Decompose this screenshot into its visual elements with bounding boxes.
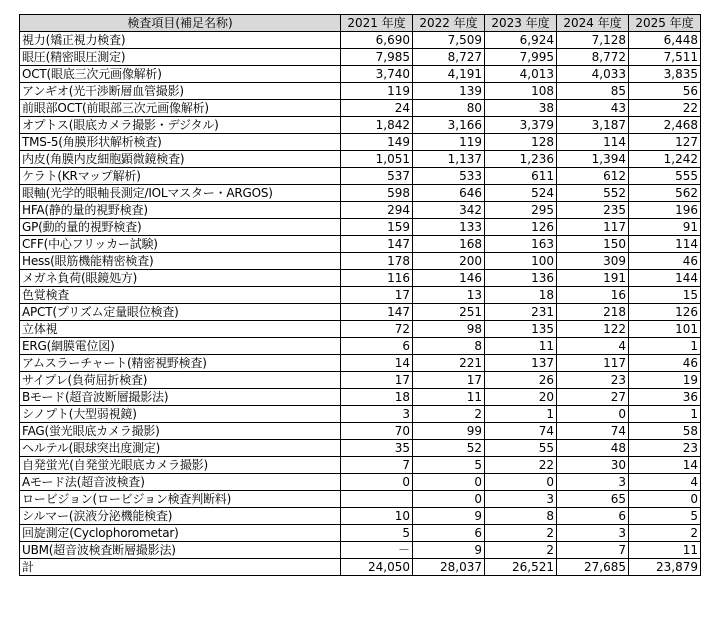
count-cell-2021: 17 (341, 287, 413, 304)
count-cell-2021: － (341, 542, 413, 559)
exam-item-cell: ケラト(KRマップ解析) (20, 168, 341, 185)
count-cell-2021: 159 (341, 219, 413, 236)
table-row (20, 389, 701, 406)
count-cell-2022: 139 (413, 83, 485, 100)
table-row (20, 406, 701, 423)
count-cell-2025: 23,879 (629, 559, 701, 576)
count-cell-2022: 251 (413, 304, 485, 321)
count-cell-2022: 80 (413, 100, 485, 117)
count-cell-2023: 295 (485, 202, 557, 219)
exam-item-cell: CFF(中心フリッカー試験) (20, 236, 341, 253)
exam-item-cell: 回旋測定(Cyclophorometar) (20, 525, 341, 542)
count-cell-2022: 0 (413, 474, 485, 491)
count-cell-2021: 147 (341, 304, 413, 321)
table-row (20, 491, 701, 508)
table-row (20, 338, 701, 355)
count-cell-2023: 18 (485, 287, 557, 304)
count-cell-2023: 55 (485, 440, 557, 457)
exam-item-cell: OCT(眼底三次元画像解析) (20, 66, 341, 83)
count-cell-2022: 119 (413, 134, 485, 151)
count-cell-2023: 135 (485, 321, 557, 338)
table-row (20, 151, 701, 168)
count-cell-2023: 128 (485, 134, 557, 151)
count-cell-2022: 5 (413, 457, 485, 474)
count-cell-2022: 98 (413, 321, 485, 338)
count-cell-2022: 8 (413, 338, 485, 355)
count-cell-2025: 46 (629, 253, 701, 270)
exam-item-cell: GP(動的量的視野検査) (20, 219, 341, 236)
count-cell-2024: 16 (557, 287, 629, 304)
table-row (20, 440, 701, 457)
count-cell-2021: 10 (341, 508, 413, 525)
count-cell-2024: 3 (557, 525, 629, 542)
exam-item-cell: アンギオ(光干渉断層血管撮影) (20, 83, 341, 100)
count-cell-2024: 8,772 (557, 49, 629, 66)
count-cell-2023: 611 (485, 168, 557, 185)
count-cell-2025: 562 (629, 185, 701, 202)
count-cell-2025: 144 (629, 270, 701, 287)
count-cell-2022: 9 (413, 542, 485, 559)
count-cell-2021: 147 (341, 236, 413, 253)
count-cell-2025: 11 (629, 542, 701, 559)
count-cell-2024: 23 (557, 372, 629, 389)
table-row (20, 270, 701, 287)
count-cell-2024: 218 (557, 304, 629, 321)
count-cell-2022: 3,166 (413, 117, 485, 134)
exam-item-cell: 前眼部OCT(前眼部三次元画像解析) (20, 100, 341, 117)
count-cell-2022: 13 (413, 287, 485, 304)
count-cell-2021: 18 (341, 389, 413, 406)
count-cell-2024: 27,685 (557, 559, 629, 576)
count-cell-2025: 2,468 (629, 117, 701, 134)
header-2024: 2024 年度 (557, 15, 629, 32)
count-cell-2025: 22 (629, 100, 701, 117)
count-cell-2024: 0 (557, 406, 629, 423)
exam-item-cell: HFA(静的量的視野検査) (20, 202, 341, 219)
exam-statistics-table (19, 14, 701, 576)
exam-item-cell: 内皮(角膜内皮細胞顕微鏡検査) (20, 151, 341, 168)
count-cell-2023: 20 (485, 389, 557, 406)
count-cell-2025: 36 (629, 389, 701, 406)
count-cell-2023: 6,924 (485, 32, 557, 49)
count-cell-2022: 200 (413, 253, 485, 270)
table-row (20, 287, 701, 304)
table-row (20, 304, 701, 321)
count-cell-2024: 3 (557, 474, 629, 491)
exam-item-cell: 眼圧(精密眼圧測定) (20, 49, 341, 66)
exam-item-cell: ロービジョン(ロービジョン検査判断料) (20, 491, 341, 508)
exam-item-cell: 計 (20, 559, 341, 576)
exam-item-cell: UBM(超音波検査断層撮影法) (20, 542, 341, 559)
count-cell-2021: 35 (341, 440, 413, 457)
exam-item-cell: 眼軸(光学的眼軸長測定/IOLマスター・ARGOS) (20, 185, 341, 202)
count-cell-2022: 4,191 (413, 66, 485, 83)
count-cell-2024: 43 (557, 100, 629, 117)
count-cell-2022: 52 (413, 440, 485, 457)
table-row (20, 321, 701, 338)
count-cell-2021: 7,985 (341, 49, 413, 66)
count-cell-2024: 191 (557, 270, 629, 287)
count-cell-2024: 309 (557, 253, 629, 270)
count-cell-2024: 4,033 (557, 66, 629, 83)
count-cell-2023: 38 (485, 100, 557, 117)
count-cell-2022: 1,137 (413, 151, 485, 168)
header-item: 検査項目(補足名称) (20, 15, 341, 32)
count-cell-2022: 221 (413, 355, 485, 372)
exam-item-cell: Aモード法(超音波検査) (20, 474, 341, 491)
count-cell-2024: 552 (557, 185, 629, 202)
count-cell-2025: 1 (629, 406, 701, 423)
count-cell-2021: 6,690 (341, 32, 413, 49)
exam-item-cell: TMS-5(角膜形状解析検査) (20, 134, 341, 151)
count-cell-2023: 100 (485, 253, 557, 270)
table-row (20, 134, 701, 151)
table-row (20, 83, 701, 100)
count-cell-2021: 149 (341, 134, 413, 151)
count-cell-2024: 1,394 (557, 151, 629, 168)
exam-item-cell: ERG(網膜電位図) (20, 338, 341, 355)
count-cell-2021: 598 (341, 185, 413, 202)
count-cell-2025: 91 (629, 219, 701, 236)
count-cell-2023: 524 (485, 185, 557, 202)
exam-item-cell: Hess(眼筋機能精密検査) (20, 253, 341, 270)
count-cell-2024: 117 (557, 219, 629, 236)
count-cell-2024: 27 (557, 389, 629, 406)
count-cell-2022: 168 (413, 236, 485, 253)
count-cell-2023: 1 (485, 406, 557, 423)
table-row (20, 117, 701, 134)
count-cell-2025: 0 (629, 491, 701, 508)
count-cell-2025: 1,242 (629, 151, 701, 168)
count-cell-2021: 6 (341, 338, 413, 355)
count-cell-2023: 4,013 (485, 66, 557, 83)
count-cell-2025: 127 (629, 134, 701, 151)
table-row (20, 66, 701, 83)
count-cell-2021 (341, 491, 413, 508)
exam-item-cell: FAG(蛍光眼底カメラ撮影) (20, 423, 341, 440)
count-cell-2023: 0 (485, 474, 557, 491)
count-cell-2025: 101 (629, 321, 701, 338)
count-cell-2022: 7,509 (413, 32, 485, 49)
count-cell-2021: 5 (341, 525, 413, 542)
count-cell-2025: 56 (629, 83, 701, 100)
table-row (20, 100, 701, 117)
exam-item-cell: 立体視 (20, 321, 341, 338)
count-cell-2024: 612 (557, 168, 629, 185)
count-cell-2021: 116 (341, 270, 413, 287)
count-cell-2024: 7,128 (557, 32, 629, 49)
count-cell-2022: 28,037 (413, 559, 485, 576)
count-cell-2025: 555 (629, 168, 701, 185)
count-cell-2021: 70 (341, 423, 413, 440)
count-cell-2023: 3 (485, 491, 557, 508)
count-cell-2022: 99 (413, 423, 485, 440)
table-row (20, 474, 701, 491)
count-cell-2021: 24 (341, 100, 413, 117)
count-cell-2024: 65 (557, 491, 629, 508)
count-cell-2025: 19 (629, 372, 701, 389)
count-cell-2021: 0 (341, 474, 413, 491)
count-cell-2025: 58 (629, 423, 701, 440)
header-row (20, 15, 701, 32)
count-cell-2024: 114 (557, 134, 629, 151)
count-cell-2023: 2 (485, 542, 557, 559)
count-cell-2025: 5 (629, 508, 701, 525)
count-cell-2023: 126 (485, 219, 557, 236)
header-2023: 2023 年度 (485, 15, 557, 32)
count-cell-2025: 7,511 (629, 49, 701, 66)
table-row (20, 236, 701, 253)
count-cell-2022: 0 (413, 491, 485, 508)
count-cell-2025: 23 (629, 440, 701, 457)
count-cell-2025: 114 (629, 236, 701, 253)
total-row (20, 559, 701, 576)
count-cell-2022: 17 (413, 372, 485, 389)
count-cell-2025: 1 (629, 338, 701, 355)
count-cell-2025: 46 (629, 355, 701, 372)
exam-item-cell: 色覚検査 (20, 287, 341, 304)
count-cell-2023: 22 (485, 457, 557, 474)
count-cell-2022: 8,727 (413, 49, 485, 66)
count-cell-2021: 7 (341, 457, 413, 474)
count-cell-2023: 26 (485, 372, 557, 389)
count-cell-2024: 235 (557, 202, 629, 219)
count-cell-2025: 126 (629, 304, 701, 321)
table-body (20, 32, 701, 576)
exam-item-cell: アムスラーチャート(精密視野検査) (20, 355, 341, 372)
count-cell-2025: 4 (629, 474, 701, 491)
count-cell-2021: 178 (341, 253, 413, 270)
exam-item-cell: APCT(プリズム定量眼位検査) (20, 304, 341, 321)
exam-item-cell: 視力(矯正視力検査) (20, 32, 341, 49)
count-cell-2024: 48 (557, 440, 629, 457)
exam-item-cell: メガネ負荷(眼鏡処方) (20, 270, 341, 287)
exam-item-cell: Bモード(超音波断層撮影法) (20, 389, 341, 406)
count-cell-2021: 72 (341, 321, 413, 338)
count-cell-2024: 7 (557, 542, 629, 559)
table-row (20, 508, 701, 525)
table-row (20, 32, 701, 49)
count-cell-2023: 7,995 (485, 49, 557, 66)
exam-item-cell: 自発蛍光(自発蛍光眼底カメラ撮影) (20, 457, 341, 474)
count-cell-2023: 108 (485, 83, 557, 100)
count-cell-2021: 1,051 (341, 151, 413, 168)
header-2021: 2021 年度 (341, 15, 413, 32)
count-cell-2023: 137 (485, 355, 557, 372)
count-cell-2021: 3 (341, 406, 413, 423)
table-row (20, 355, 701, 372)
table-row (20, 253, 701, 270)
count-cell-2024: 85 (557, 83, 629, 100)
exam-item-cell: ヘルテル(眼球突出度測定) (20, 440, 341, 457)
count-cell-2023: 1,236 (485, 151, 557, 168)
count-cell-2023: 3,379 (485, 117, 557, 134)
count-cell-2025: 6,448 (629, 32, 701, 49)
count-cell-2021: 3,740 (341, 66, 413, 83)
count-cell-2023: 231 (485, 304, 557, 321)
count-cell-2022: 2 (413, 406, 485, 423)
count-cell-2022: 9 (413, 508, 485, 525)
count-cell-2021: 294 (341, 202, 413, 219)
count-cell-2022: 646 (413, 185, 485, 202)
count-cell-2022: 533 (413, 168, 485, 185)
count-cell-2025: 196 (629, 202, 701, 219)
count-cell-2022: 6 (413, 525, 485, 542)
count-cell-2023: 11 (485, 338, 557, 355)
count-cell-2023: 2 (485, 525, 557, 542)
exam-item-cell: オプトス(眼底カメラ撮影・デジタル) (20, 117, 341, 134)
table-row (20, 219, 701, 236)
count-cell-2023: 163 (485, 236, 557, 253)
count-cell-2022: 133 (413, 219, 485, 236)
count-cell-2021: 14 (341, 355, 413, 372)
count-cell-2024: 122 (557, 321, 629, 338)
count-cell-2025: 14 (629, 457, 701, 474)
table-row (20, 423, 701, 440)
table-row (20, 372, 701, 389)
count-cell-2022: 11 (413, 389, 485, 406)
table-row (20, 168, 701, 185)
count-cell-2025: 3,835 (629, 66, 701, 83)
count-cell-2022: 342 (413, 202, 485, 219)
count-cell-2024: 4 (557, 338, 629, 355)
header-2025: 2025 年度 (629, 15, 701, 32)
exam-item-cell: シルマー(涙液分泌機能検査) (20, 508, 341, 525)
exam-statistics-table-container (19, 14, 701, 576)
count-cell-2025: 2 (629, 525, 701, 542)
count-cell-2025: 15 (629, 287, 701, 304)
count-cell-2021: 17 (341, 372, 413, 389)
count-cell-2021: 119 (341, 83, 413, 100)
count-cell-2023: 136 (485, 270, 557, 287)
count-cell-2022: 146 (413, 270, 485, 287)
table-row (20, 49, 701, 66)
table-row (20, 525, 701, 542)
table-row (20, 542, 701, 559)
exam-item-cell: シノプト(大型弱視鏡) (20, 406, 341, 423)
table-row (20, 185, 701, 202)
count-cell-2024: 74 (557, 423, 629, 440)
table-row (20, 457, 701, 474)
count-cell-2024: 30 (557, 457, 629, 474)
count-cell-2023: 8 (485, 508, 557, 525)
count-cell-2023: 74 (485, 423, 557, 440)
header-2022: 2022 年度 (413, 15, 485, 32)
exam-item-cell: サイプレ(負荷屈折検査) (20, 372, 341, 389)
count-cell-2021: 1,842 (341, 117, 413, 134)
count-cell-2021: 537 (341, 168, 413, 185)
count-cell-2024: 6 (557, 508, 629, 525)
count-cell-2021: 24,050 (341, 559, 413, 576)
count-cell-2024: 117 (557, 355, 629, 372)
count-cell-2023: 26,521 (485, 559, 557, 576)
count-cell-2024: 3,187 (557, 117, 629, 134)
count-cell-2024: 150 (557, 236, 629, 253)
table-row (20, 202, 701, 219)
